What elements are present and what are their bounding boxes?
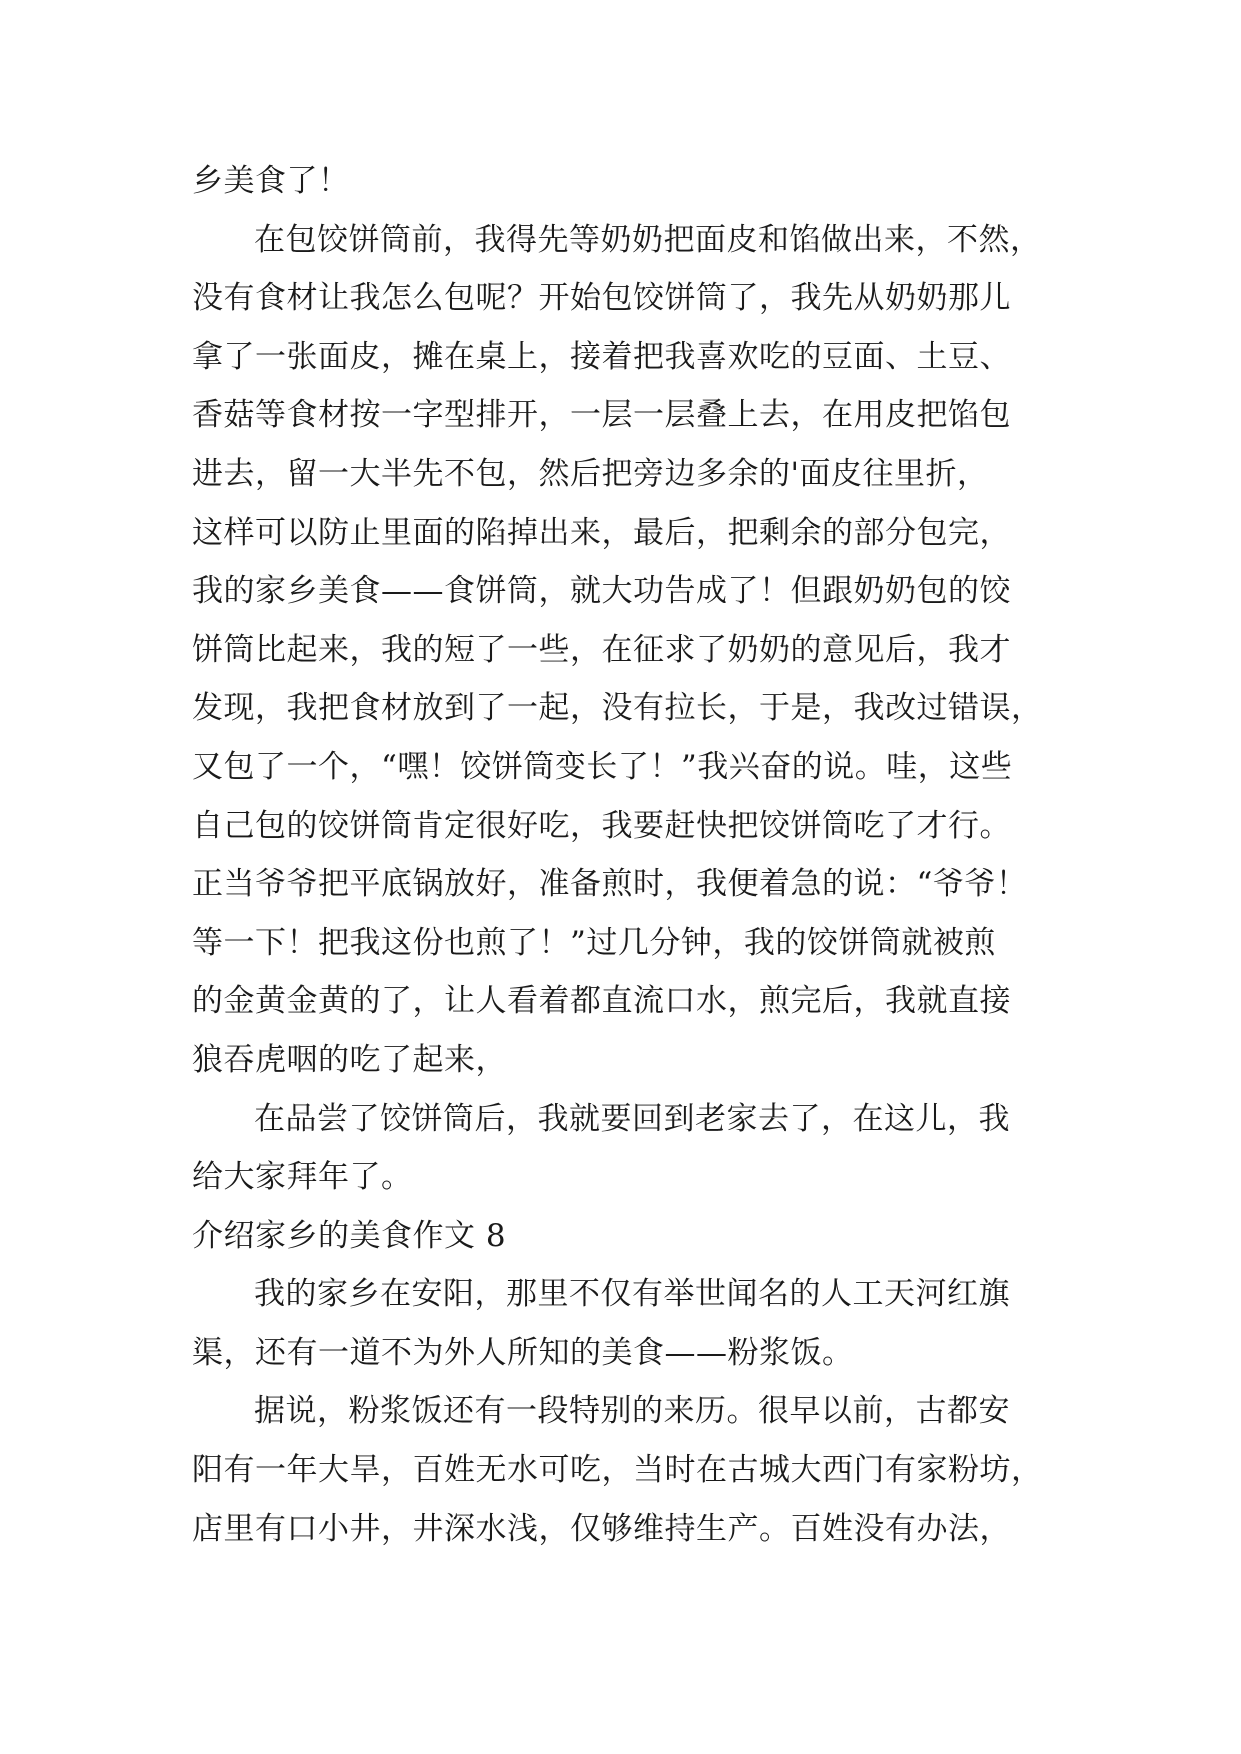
text-line: 等一下！把我这份也煎了！”过几分钟，我的饺饼筒就被煎: [192, 924, 996, 961]
text-line: 在品尝了饺饼筒后，我就要回到老家去了，在这儿，我: [254, 1100, 1010, 1137]
text-line: 阳有一年大旱，百姓无水可吃，当时在古城大西门有家粉坊，: [192, 1452, 1043, 1489]
section-heading: 介绍家乡的美食作文 8: [192, 1217, 507, 1254]
text-line: 又包了一个，“嘿！饺饼筒变长了！”我兴奋的说。哇，这些: [192, 748, 1013, 785]
text-line: 乡美食了！: [192, 163, 350, 199]
text-line: 没有食材让我怎么包呢？开始包饺饼筒了，我先从奶奶那儿: [192, 280, 1011, 317]
text-line: 进去，留一大半先不包，然后把旁边多余的'面皮往里折，: [192, 455, 989, 492]
text-line: 店里有口小井，井深水浅，仅够维持生产。百姓没有办法，: [192, 1510, 1011, 1547]
text-line: 饼筒比起来，我的短了一些，在征求了奶奶的意见后，我才: [192, 631, 1011, 668]
text-line: 香菇等食材按一字型排开，一层一层叠上去，在用皮把馅包: [192, 397, 1011, 434]
text-line: 拿了一张面皮，摊在桌上，接着把我喜欢吃的豆面、土豆、: [192, 338, 1011, 375]
text-line: 自己包的饺饼筒肯定很好吃，我要赶快把饺饼筒吃了才行。: [192, 807, 1011, 844]
text-line: 发现，我把食材放到了一起，没有拉长，于是，我改过错误，: [192, 690, 1043, 727]
text-line: 我的家乡在安阳，那里不仅有举世闻名的人工天河红旗: [254, 1276, 1010, 1313]
text-line: 正当爷爷把平底锅放好，准备煎时，我便着急的说：“爷爷！: [192, 866, 1028, 903]
text-line: 的金黄金黄的了，让人看着都直流口水，煎完后，我就直接: [192, 983, 1011, 1020]
text-line: 在包饺饼筒前，我得先等奶奶把面皮和馅做出来，不然，: [254, 221, 1042, 258]
text-line: 这样可以防止里面的陷掉出来，最后，把剩余的部分包完，: [192, 514, 1011, 551]
text-line: 渠，还有一道不为外人所知的美食——粉浆饭。: [192, 1334, 854, 1371]
text-line: 据说，粉浆饭还有一段特别的来历。很早以前，古都安: [254, 1393, 1010, 1430]
text-line: 我的家乡美食——食饼筒，就大功告成了！但跟奶奶包的饺: [192, 573, 1011, 610]
text-line: 给大家拜年了。: [192, 1159, 413, 1196]
document-body: [192, 152, 1052, 1558]
text-line: 狼吞虎咽的吃了起来，: [192, 1041, 507, 1078]
